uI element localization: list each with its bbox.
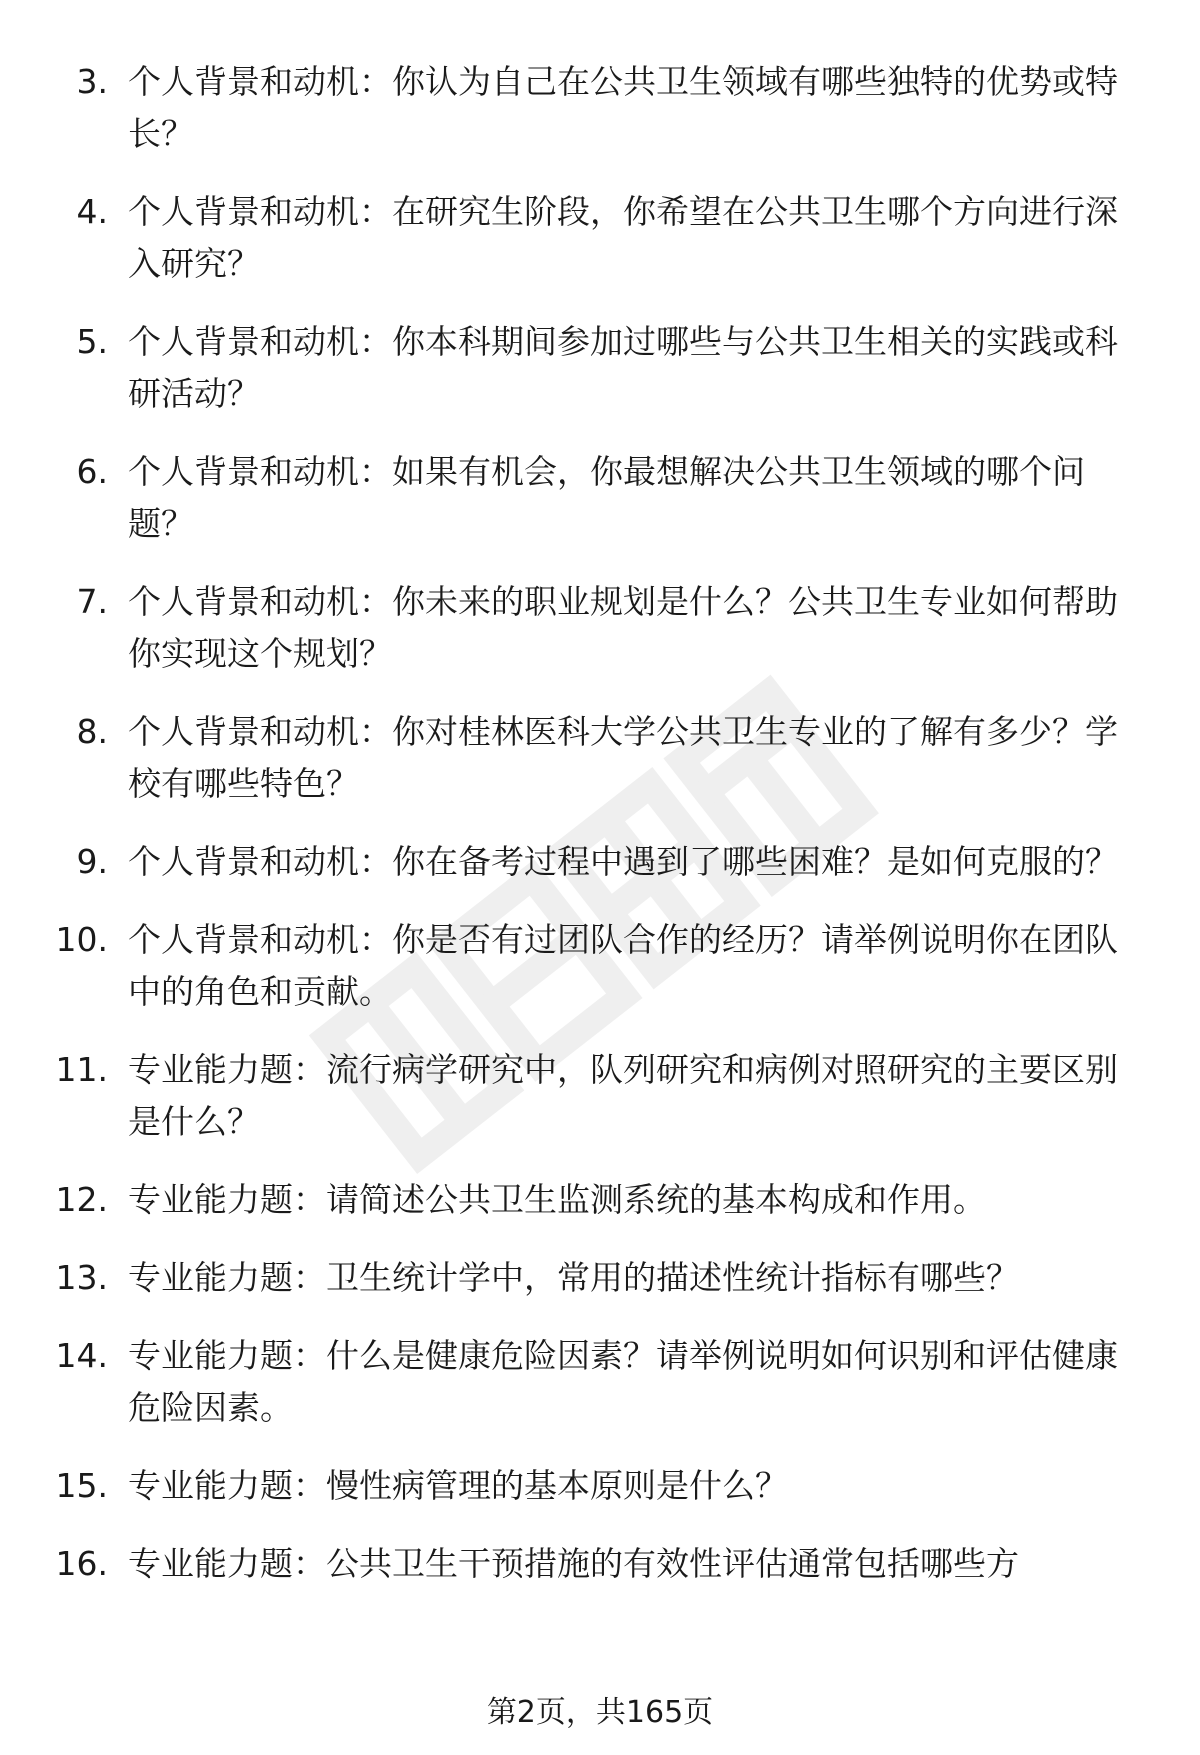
question-list [0,56,1200,1616]
list-item [0,836,1200,888]
question-text: 个人背景和动机：如果有机会，你最想解决公共卫生领域的哪个问题？ [128,452,1085,543]
question-number: 16. [55,1544,108,1583]
question-text: 专业能力题：卫生统计学中，常用的描述性统计指标有哪些？ [128,1258,1019,1297]
list-item [0,1174,1200,1226]
list-item [0,316,1200,420]
list-item [0,914,1200,1018]
question-number: 12. [55,1180,108,1219]
question-text: 专业能力题：流行病学研究中，队列研究和病例对照研究的主要区别是什么？ [128,1050,1118,1141]
question-number: 13. [55,1258,108,1297]
question-number: 8. [76,712,108,751]
list-item [0,576,1200,680]
question-text: 专业能力题：慢性病管理的基本原则是什么？ [128,1466,788,1505]
question-text: 个人背景和动机：你对桂林医科大学公共卫生专业的了解有多少？学校有哪些特色？ [128,712,1118,803]
list-item [0,186,1200,290]
question-text: 个人背景和动机：你在备考过程中遇到了哪些困难？是如何克服的？ [128,842,1118,881]
question-text: 个人背景和动机：你本科期间参加过哪些与公共卫生相关的实践或科研活动？ [128,322,1118,413]
question-number: 14. [55,1336,108,1375]
list-item [0,1252,1200,1304]
question-text: 个人背景和动机：在研究生阶段，你希望在公共卫生哪个方向进行深入研究？ [128,192,1118,283]
question-text: 个人背景和动机：你未来的职业规划是什么？公共卫生专业如何帮助你实现这个规划？ [128,582,1118,673]
question-number: 15. [55,1466,108,1505]
page-footer: 第2页，共165页 [486,1695,714,1730]
list-item [0,1330,1200,1434]
question-number: 9. [76,842,108,881]
question-number: 3. [76,62,108,101]
question-number: 11. [55,1050,108,1089]
question-number: 4. [76,192,108,231]
list-item [0,1538,1200,1590]
list-item [0,446,1200,550]
list-item [0,1460,1200,1512]
question-number: 5. [76,322,108,361]
question-text: 专业能力题：什么是健康危险因素？请举例说明如何识别和评估健康危险因素。 [128,1336,1118,1427]
question-text: 专业能力题：请简述公共卫生监测系统的基本构成和作用。 [128,1180,986,1219]
question-text: 个人背景和动机：你认为自己在公共卫生领域有哪些独特的优势或特长？ [128,62,1118,153]
list-item [0,1044,1200,1148]
question-text: 专业能力题：公共卫生干预措施的有效性评估通常包括哪些方 [128,1544,1019,1583]
list-item [0,706,1200,810]
question-number: 7. [76,582,108,621]
question-text: 个人背景和动机：你是否有过团队合作的经历？请举例说明你在团队中的角色和贡献。 [128,920,1118,1011]
question-number: 10. [55,920,108,959]
question-number: 6. [76,452,108,491]
list-item [0,56,1200,160]
